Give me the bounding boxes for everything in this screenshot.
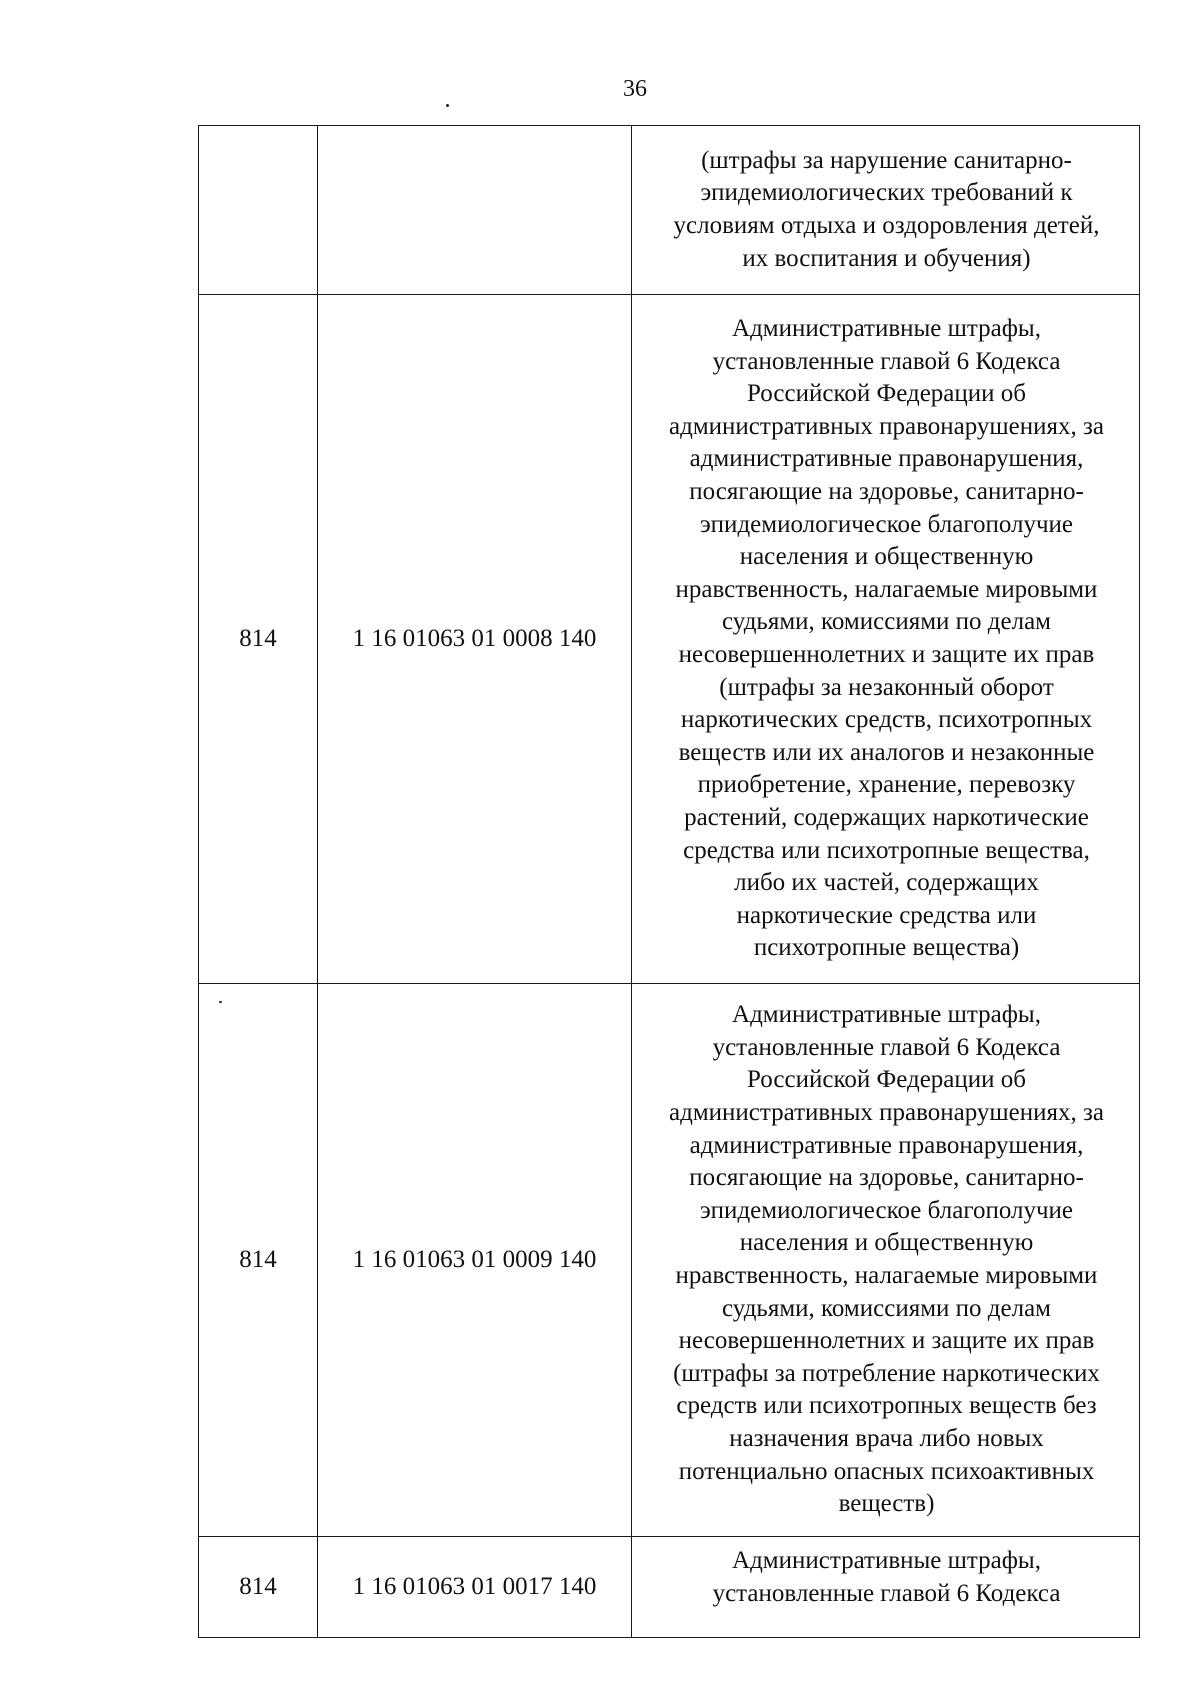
page-number: 36 [623,76,647,102]
admin-code-cell [199,126,318,295]
admin-code-cell: 814 [199,1537,318,1638]
description-cell: Административные штрафы, установленные главой 6 Кодекса [632,1537,1140,1638]
description-cell: Административные штрафы, установленные главой 6 Кодекса Российской Федерации об административных правонарушениях, за административные правонарушения, посягающие на здоровье, санитарно- эпидемиологическое благополучие населения и общественную нравственность, налагаемые мировыми судьями, комиссиями по делам несовершеннолетних и защите их прав (штрафы за потребление наркотических средств или психотропных веществ без назначения врача либо новых потенциально опасных психоактивных веществ) [632,984,1140,1537]
table-row [199,126,1140,295]
table-row [199,984,1140,1537]
admin-code-cell: 814 [199,295,318,984]
table-row [199,295,1140,984]
table-row [199,1537,1140,1638]
description-cell: Административные штрафы, установленные главой 6 Кодекса Российской Федерации об административных правонарушениях, за административные правонарушения, посягающие на здоровье, санитарно- эпидемиологическое благополучие населения и общественную нравственность, налагаемые мировыми судьями, комиссиями по делам несовершеннолетних и защите их прав (штрафы за незаконный оборот наркотических средств, психотропных веществ или их аналогов и незаконные приобретение, хранение, перевозку растений, содержащих наркотические средства или психотропные вещества, либо их частей, содержащих наркотические средства или психотропные вещества) [632,295,1140,984]
kbk-cell: 1 16 01063 01 0009 140 [318,984,632,1537]
kbk-cell: 1 16 01063 01 0017 140 [318,1537,632,1638]
budget-codes-table [198,125,1140,1638]
kbk-cell: 1 16 01063 01 0008 140 [318,295,632,984]
description-cell: (штрафы за нарушение санитарно- эпидемиологических требований к условиям отдыха и оздоровления детей, их воспитания и обучения) [632,126,1140,295]
kbk-cell [318,126,632,295]
scan-speck [446,104,449,107]
admin-code-cell: 814 [199,984,318,1537]
